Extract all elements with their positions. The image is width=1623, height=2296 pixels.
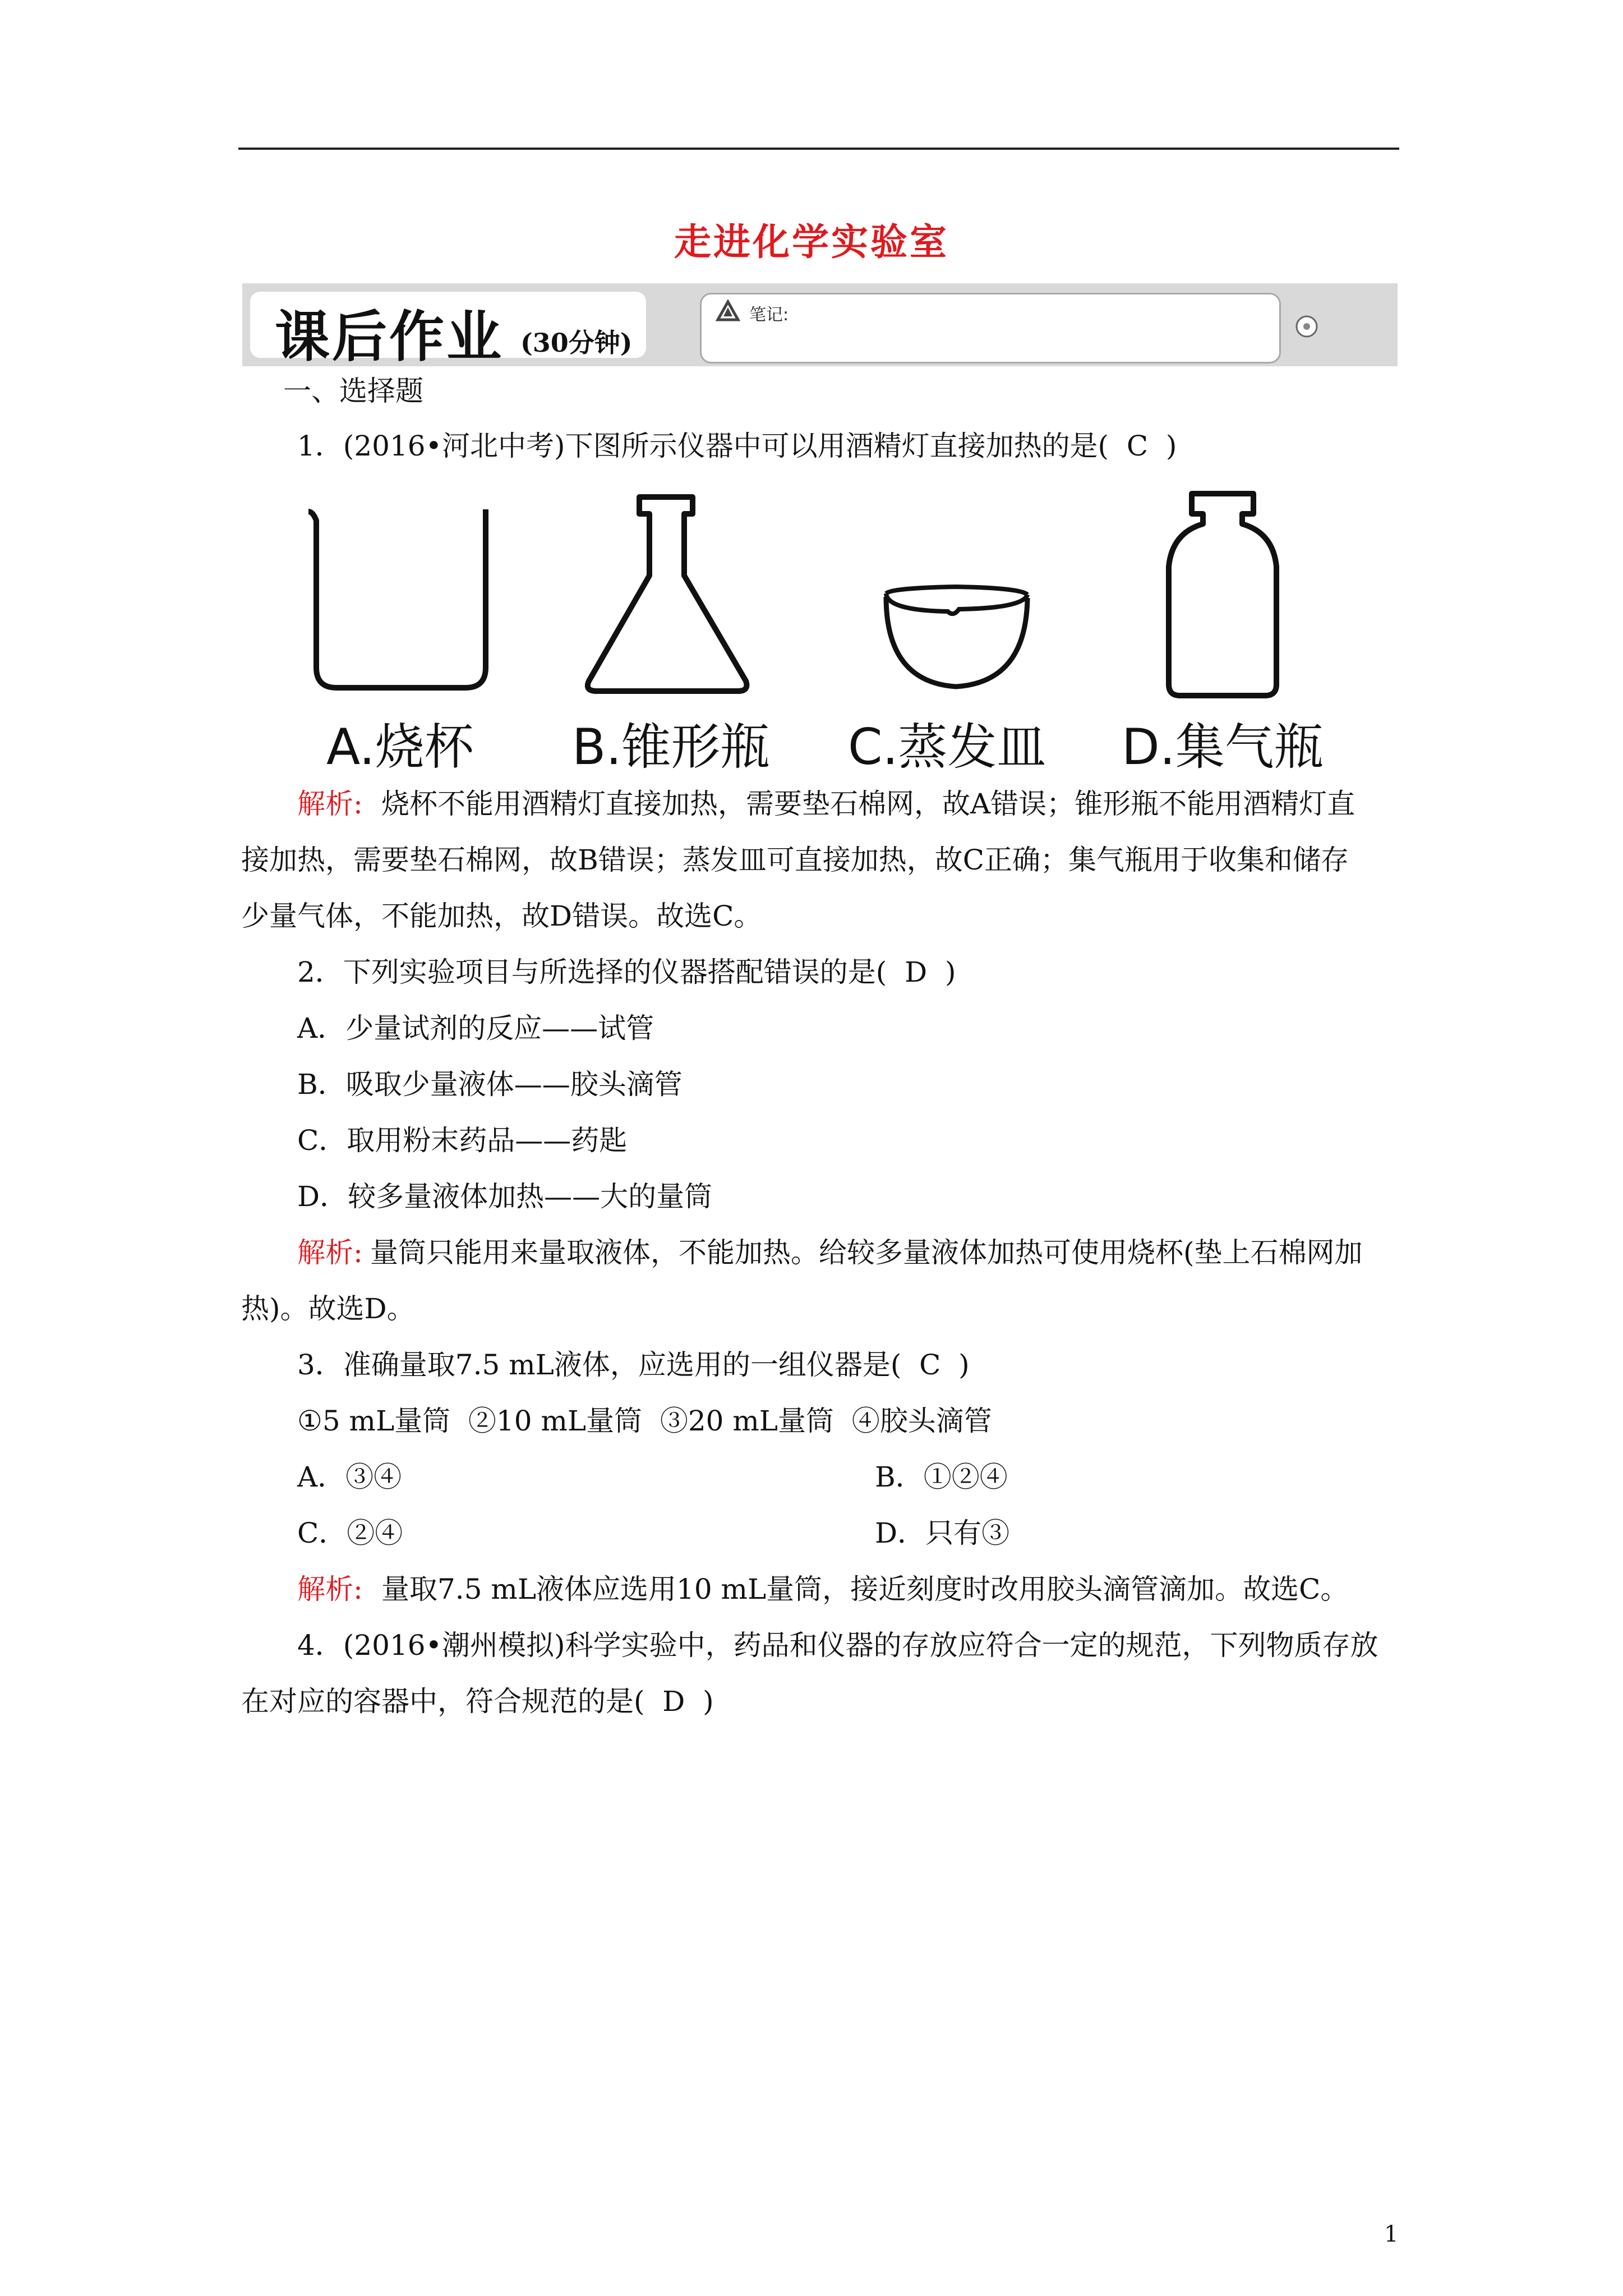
evaporating-dish-illustration (880, 583, 1032, 698)
q3-option-d: D．只有③ (875, 1517, 1010, 1549)
gas-jar-illustration (1161, 488, 1284, 703)
q2-analysis-line: 量筒只能用来量取液体，不能加热。给较多量液体加热可使用烧杯(垫上石棉网加 (370, 1236, 1363, 1269)
q1-stem: 1．(2016•河北中考)下图所示仪器中可以用酒精灯直接加热的是( C ) (297, 430, 1177, 462)
q2-option: C．取用粉末药品——药匙 (297, 1124, 628, 1157)
instrument-label-a: A.烧杯 (326, 718, 474, 776)
page-title: 走进化学实验室 (674, 220, 949, 264)
q3-analysis-tag: 解析: (297, 1573, 363, 1605)
q2-analysis-tag: 解析: (297, 1236, 363, 1269)
erlenmeyer-flask-illustration (578, 491, 757, 701)
instrument-label-d: D.集气瓶 (1122, 718, 1324, 776)
notes-label: 笔记: (749, 305, 789, 325)
banner-duration: (30分钟) (520, 328, 633, 358)
q4-stem: 在对应的容器中，符合规范的是( D ) (241, 1685, 714, 1718)
q4-stem: 4．(2016•潮州模拟)科学实验中，药品和仪器的存放应符合一定的规范，下列物质存放 (297, 1629, 1378, 1662)
instrument-label-c: C.蒸发皿 (848, 718, 1046, 776)
q3-option-c: C．②④ (297, 1517, 403, 1549)
section-heading: 一、选择题 (283, 375, 423, 407)
banner-title: 课后作业 (275, 305, 504, 369)
q2-option: D．较多量液体加热——大的量筒 (297, 1180, 713, 1213)
q1-analysis-tag: 解析: (297, 788, 363, 820)
header-rule (238, 148, 1399, 150)
instrument-label-b: B.锥形瓶 (572, 718, 770, 776)
q1-analysis-line: 接加热，需要垫石棉网，故B错误；蒸发皿可直接加热，故C正确；集气瓶用于收集和储存 (241, 844, 1349, 876)
q2-stem: 2．下列实验项目与所选择的仪器搭配错误的是( D ) (297, 956, 956, 988)
q1-analysis-line: 少量气体，不能加热，故D错误。故选C。 (241, 900, 762, 932)
recycle-icon (712, 300, 744, 328)
q3-items: ①5 mL量筒 ②10 mL量筒 ③20 mL量筒 ④胶头滴管 (297, 1405, 992, 1437)
q3-option-a: A．③④ (297, 1461, 402, 1493)
q2-option: B．吸取少量液体——胶头滴管 (297, 1068, 683, 1101)
q3-option-b: B．①②④ (875, 1461, 1008, 1493)
q3-stem: 3．准确量取7.5 mL液体，应选用的一组仪器是( C ) (297, 1349, 970, 1381)
q2-option: A．少量试剂的反应——试管 (297, 1012, 654, 1045)
page-number: 1 (1384, 2221, 1399, 2247)
q2-analysis-line: 热)。故选D。 (241, 1292, 415, 1325)
beaker-illustration (297, 499, 499, 703)
gear-icon[interactable] (1294, 314, 1319, 341)
q1-analysis-line: 烧杯不能用酒精灯直接加热，需要垫石棉网，故A错误；锥形瓶不能用酒精灯直 (381, 788, 1355, 820)
q3-analysis: 量取7.5 mL液体应选用10 mL量筒，接近刻度时改用胶头滴管滴加。故选C。 (381, 1573, 1349, 1605)
